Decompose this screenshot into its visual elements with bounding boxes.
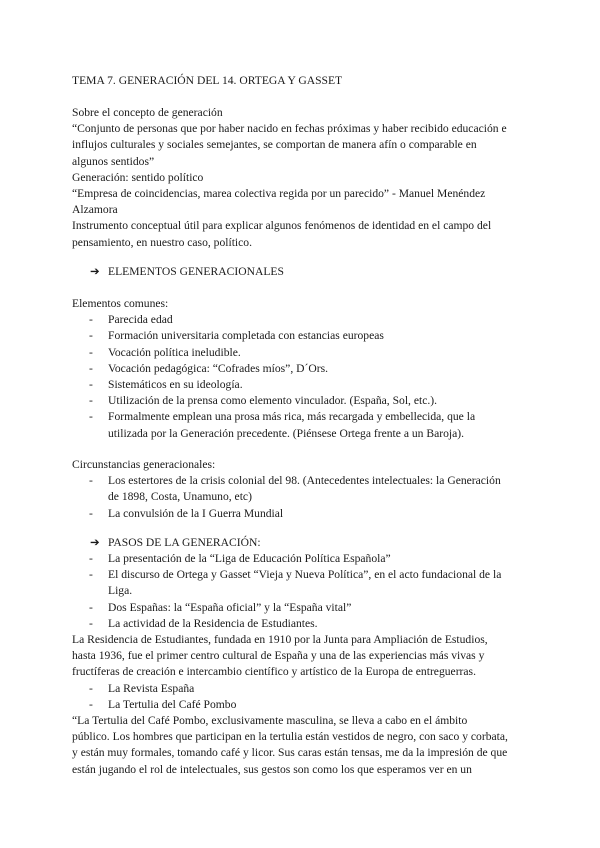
list-item (72, 551, 528, 567)
steps-list (72, 551, 528, 632)
list-item (72, 616, 528, 632)
residencia-list (72, 681, 528, 713)
common-elements-section (72, 296, 528, 442)
quote-line: Alzamora (72, 203, 118, 217)
paragraph-line: “La Tertulia del Café Pombo, exclusivamente masculina, se lleva a cabo en el ámbito (72, 714, 468, 728)
generation-concept-heading: Sobre el concepto de generación (72, 106, 223, 119)
list-item-text: La presentación de la “Liga de Educación Política Española” (108, 552, 391, 565)
intro-section (72, 105, 528, 251)
paragraph-line: están jugando el rol de intelectuales, sus gestos son como los que esperamos ver en un (72, 762, 472, 776)
arrow-icon: ➔ (90, 265, 100, 278)
paragraph-line: La Residencia de Estudiantes, fundada en 1910 por la Junta para Ampliación de Estudios, (72, 633, 488, 647)
paragraph-line: pensamiento, en nuestro caso, político. (72, 235, 252, 249)
dash-bullet: - (89, 474, 93, 488)
list-item-text: El discurso de Ortega y Gasset “Vieja y Nueva Política”, en el acto fundacional de la (108, 568, 502, 582)
steps-section (72, 551, 528, 778)
list-item-text: Parecida edad (108, 313, 173, 327)
list-item-text: Utilización de la prensa como elemento vinculador. (España, Sol, etc.). (108, 394, 438, 408)
list-item (72, 361, 528, 377)
paragraph-line: público. Los hombres que participan en la tertulia están vestidos de negro, con saco y corbata, (72, 730, 508, 744)
common-elements-heading: Elementos comunes: (72, 297, 169, 310)
dash-bullet: - (89, 378, 93, 392)
list-item (72, 377, 528, 393)
dash-bullet: - (89, 345, 93, 359)
list-item-text: Liga. (108, 584, 133, 598)
circumstances-heading: Circunstancias generacionales: (72, 458, 216, 471)
list-item (72, 600, 528, 616)
dash-bullet: - (89, 361, 93, 375)
list-item-text: Los estertores de la crisis colonial del 98. (Antecedentes intelectuales: la Generación (108, 474, 501, 488)
list-item (72, 345, 528, 361)
paragraph-line: hasta 1936, fue el primer centro cultural de España y una de las experiencias más vivas y (72, 649, 485, 663)
dash-bullet: - (89, 697, 93, 711)
dash-bullet: - (89, 329, 93, 343)
list-item (72, 409, 528, 441)
dash-bullet: - (89, 552, 93, 565)
list-item-text: La Revista España (108, 681, 195, 695)
list-item (72, 328, 528, 344)
list-item (72, 312, 528, 328)
list-item-text: La actividad de la Residencia de Estudiantes. (108, 616, 318, 630)
list-item-text: de 1898, Costa, Unamuno, etc) (108, 490, 252, 504)
list-item (72, 473, 528, 505)
paragraph-line: y están muy formales, tomando café y licor. Sus caras están tensas, me da la impresión de que (72, 746, 508, 760)
section-heading-text: PASOS DE LA GENERACIÓN: (108, 536, 261, 549)
section-heading-steps (90, 535, 261, 551)
dash-bullet: - (89, 568, 93, 582)
arrow-icon: ➔ (90, 536, 100, 549)
dash-bullet: - (89, 394, 93, 408)
list-item-text: La convulsión de la I Guerra Mundial (108, 506, 284, 520)
dash-bullet: - (89, 600, 93, 614)
quote-line: “Empresa de coincidencias, marea colectiva regida por un parecido” - Manuel Menéndez (72, 187, 486, 201)
list-item (72, 681, 528, 697)
list-item-text: Vocación política ineludible. (108, 345, 241, 359)
common-elements-list (72, 312, 528, 442)
list-item-text: Formación universitaria completada con estancias europeas (108, 329, 384, 343)
circumstances-list (72, 473, 528, 522)
paragraph-line: fructíferas de creación e intercambio científico y artístico de la Europa de entreguerras. (72, 665, 476, 679)
quote-line: “Conjunto de personas que por haber nacido en fechas próximas y haber recibido educación e (72, 122, 507, 136)
section-heading-text: ELEMENTOS GENERACIONALES (108, 265, 284, 278)
dash-bullet: - (89, 410, 93, 424)
quote-line: influjos culturales y sociales semejantes, se comportan de manera afín o comparable en (72, 138, 477, 152)
list-item-text: utilizada por la Generación precedente. (Piénsese Ortega frente a un Baroja). (108, 426, 465, 440)
list-item (72, 567, 528, 599)
section-heading-elements (90, 264, 284, 280)
political-sense-line: Generación: sentido político (72, 170, 204, 184)
dash-bullet: - (89, 681, 93, 695)
list-item (72, 506, 528, 522)
list-item-text: Sistemáticos en su ideología. (108, 378, 243, 392)
dash-bullet: - (89, 313, 93, 327)
dash-bullet: - (89, 506, 93, 520)
quote-line: algunos sentidos” (72, 154, 155, 168)
circumstances-section (72, 457, 528, 522)
list-item (72, 697, 528, 713)
list-item-text: La Tertulia del Café Pombo (108, 697, 237, 711)
list-item-text: Vocación pedagógica: “Cofrades míos”, D´Ors. (108, 361, 328, 375)
document-title: TEMA 7. GENERACIÓN DEL 14. ORTEGA Y GASSET (72, 74, 343, 87)
list-item (72, 393, 528, 409)
paragraph-line: Instrumento conceptual útil para explicar algunos fenómenos de identidad en el campo del (72, 219, 492, 233)
list-item-text: Formalmente emplean una prosa más rica, más recargada y embellecida, que la (108, 410, 476, 424)
list-item-text: Dos Españas: la “España oficial” y la “España vital” (108, 600, 352, 614)
dash-bullet: - (89, 616, 93, 630)
